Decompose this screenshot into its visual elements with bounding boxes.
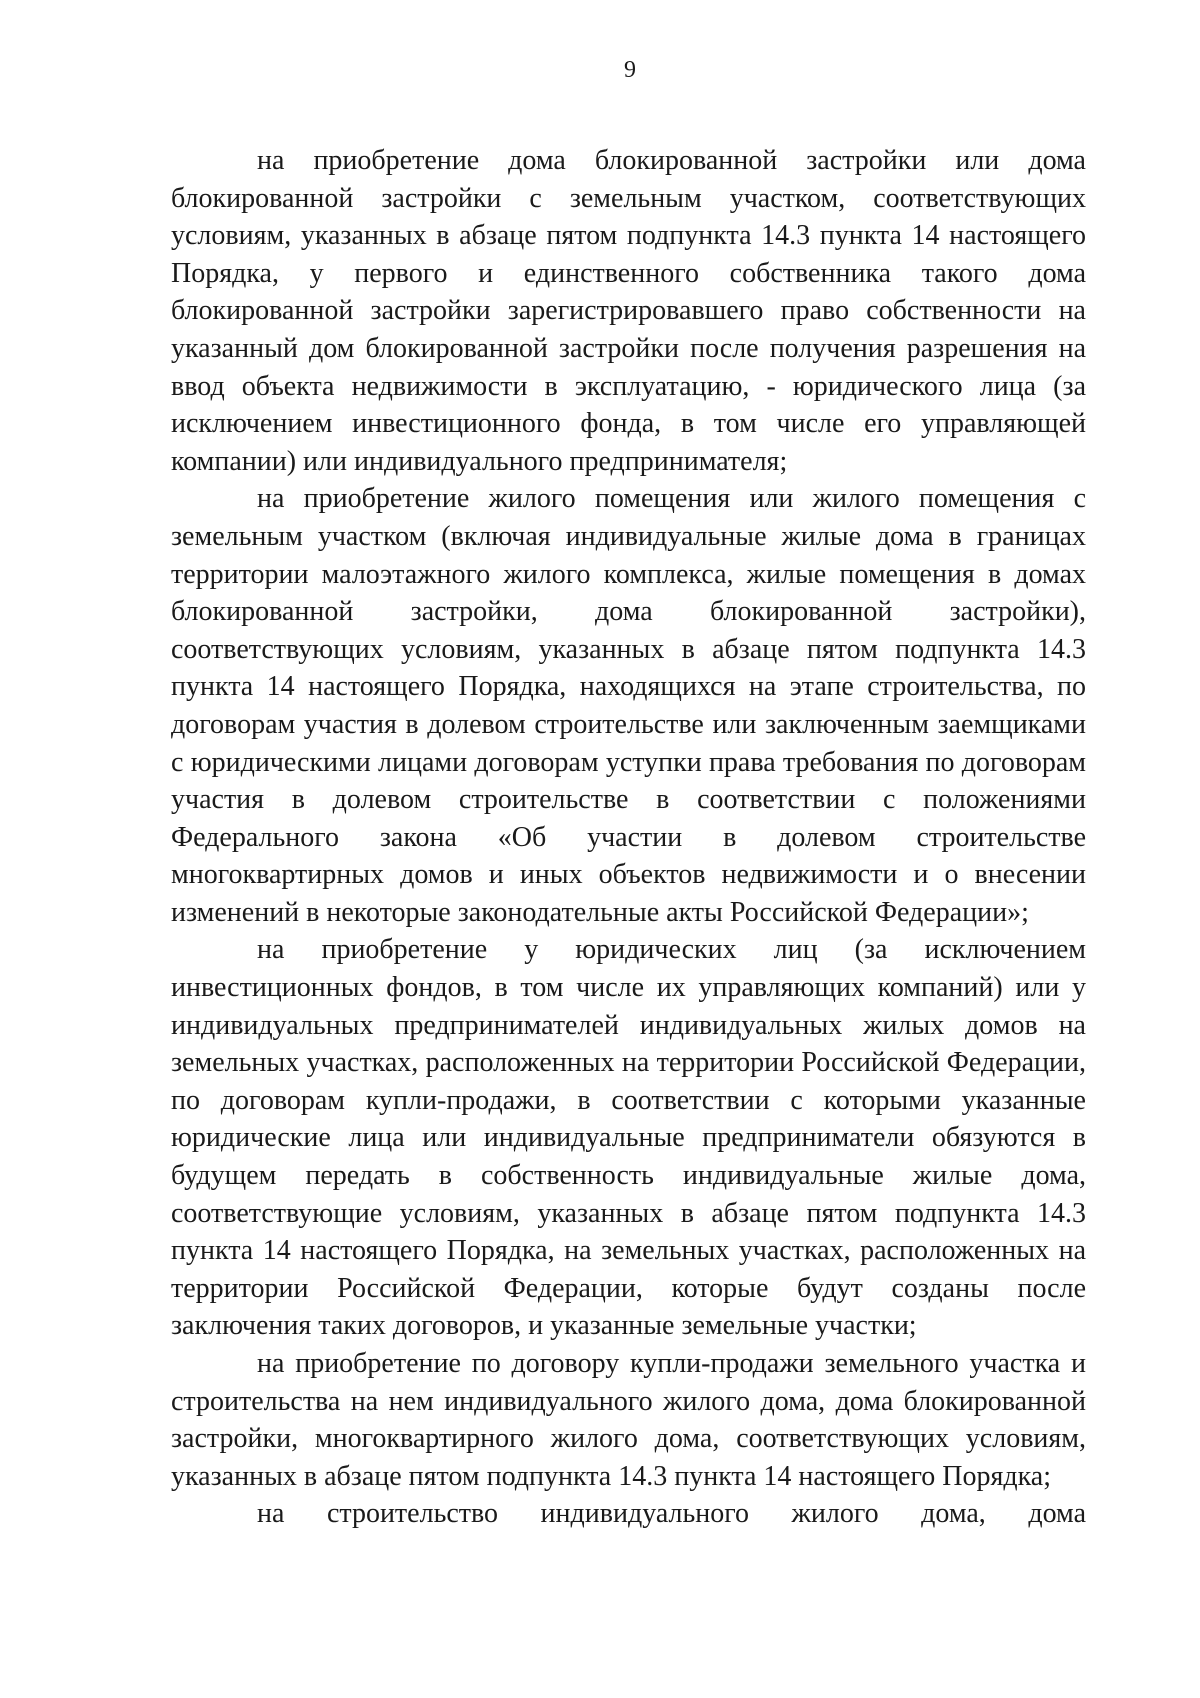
word: жилого (791, 1498, 879, 1530)
word: строительство (326, 1498, 499, 1530)
paragraph: на приобретение по договору купли-продажи земельного участка и строительства на нем индивидуального жилого дома, дома блокированной застройки, многоквартирного жилого дома, соответствующих условиям, указанных в абзаце пятом подпункта 14.3 пункта 14 настоящего Порядка; (171, 1348, 1086, 1492)
word: на (257, 1498, 285, 1530)
paragraph: на приобретение жилого помещения или жилого помещения с земельным участком (включая индивидуальные жилые дома в границах территории малоэтажного жилого комплекса, жилые помещения в домах блокированной застройки, дома блокированной застройки), соответствующих условиям, указанных в абзаце пятом подпункта 14.3 пункта 14 настоящего Порядка, находящихся на этапе строительства, по договорам участия в долевом строительстве или заключенным заемщиками с юридическими лицами договорам уступки права требования по договорам участия в долевом строительстве в соответствии с положениями Федерального закона «Об участии в долевом строительстве многоквартирных домов и иных объектов недвижимости и о внесении изменений в некоторые законодательные акты Российской Федерации»; (171, 483, 1086, 928)
document-body (171, 142, 1086, 1533)
paragraph: на приобретение дома блокированной застройки или дома блокированной застройки с земельным участком, соответствующих условиям, указанных в абзаце пятом подпункта 14.3 пункта 14 настоящего Порядка, у первого и единственного собственника такого дома блокированной застройки зарегистрировавшего право собственности на указанный дом блокированной застройки после получения разрешения на ввод объекта недвижимости в эксплуатацию, - юридического лица (за исключением инвестиционного фонда, в том числе его управляющей компании) или индивидуального предпринимателя; (171, 145, 1086, 477)
word: дома, (921, 1498, 986, 1530)
paragraph-continued (171, 1495, 1086, 1533)
word: дома (1028, 1498, 1086, 1530)
paragraph: на приобретение у юридических лиц (за исключением инвестиционных фондов, в том числе их управляющих компаний) или у индивидуальных предпринимателей индивидуальных жилых домов на земельных участках, расположенных на территории Российской Федерации, по договорам купли-продажи, в соответствии с которыми указанные юридические лица или индивидуальные предприниматели обязуются в будущем передать в собственность индивидуальные жилые дома, соответствующие условиям, указанных в абзаце пятом подпункта 14.3 пункта 14 настоящего Порядка, на земельных участках, расположенных на территории Российской Федерации, которые будут созданы после заключения таких договоров, и указанные земельные участки; (171, 934, 1086, 1342)
word: индивидуального (540, 1498, 750, 1530)
page-number: 9 (624, 57, 636, 83)
